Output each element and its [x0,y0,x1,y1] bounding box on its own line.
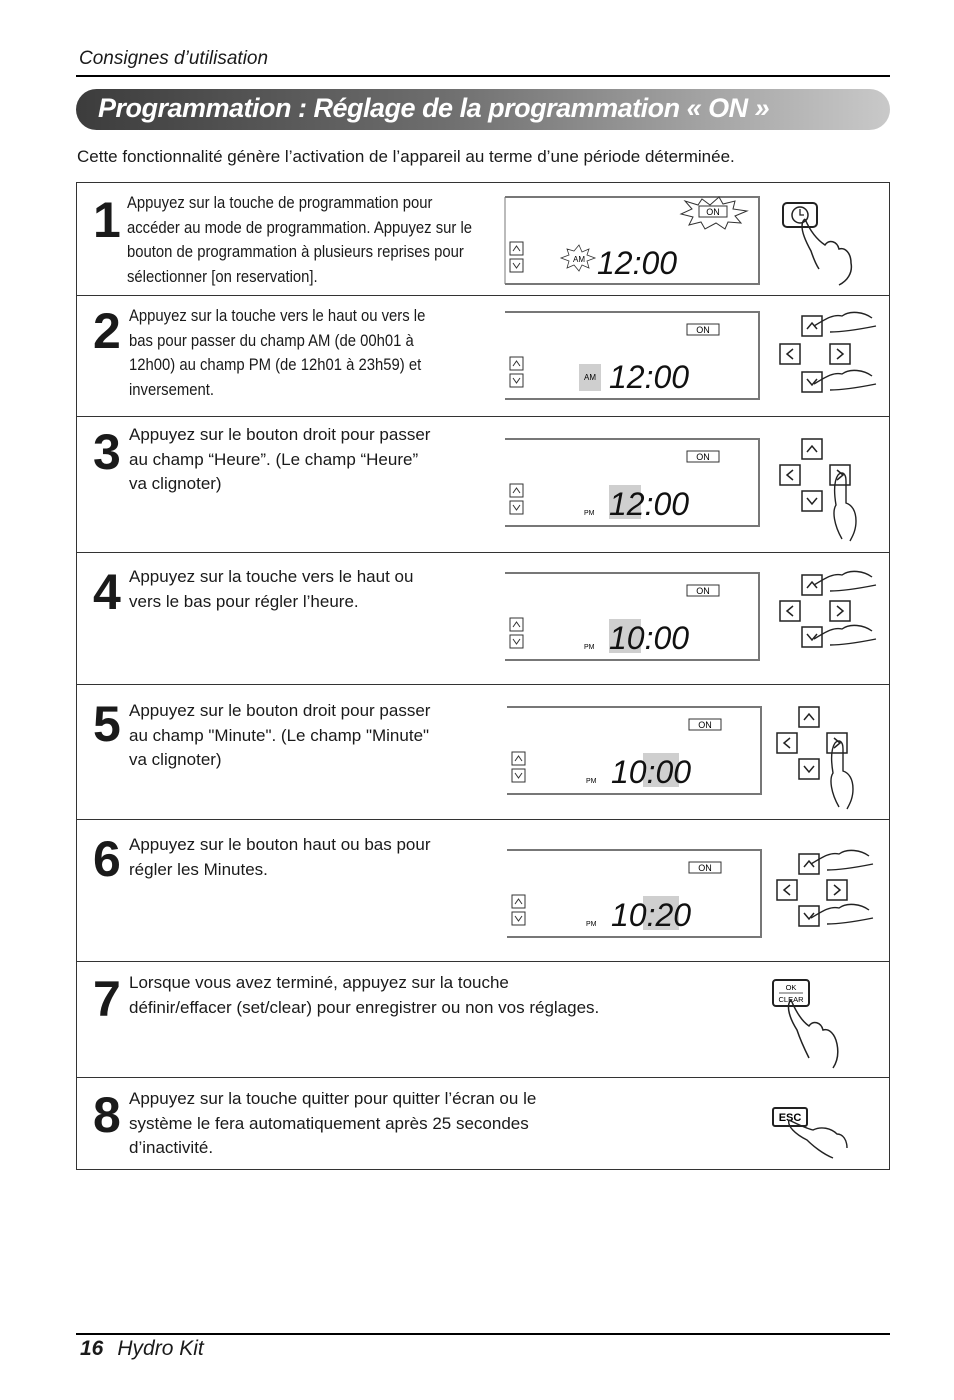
step-text: Appuyez sur la touche de programmation pour accéder au mode de programmation. Appuyez sur le bouton de programmation à plusieurs reprises pour sélectionner [on reservation]. [127,194,473,286]
step-number: 1 [93,192,121,248]
svg-text:ON: ON [696,586,710,596]
page-title: Programmation : Réglage de la programmation « ON » [98,93,770,123]
product-name: Hydro Kit [117,1337,204,1360]
on-burst-icon [681,197,747,229]
step-row-7 [77,962,889,1078]
svg-text:CLEAR: CLEAR [778,995,804,1004]
svg-text:PM: PM [584,644,595,651]
step-number: 5 [93,696,121,752]
direction-pad-hand[interactable] [772,563,882,663]
lcd-display [499,699,769,799]
footer-rule [76,1333,890,1335]
step-text: Appuyez sur le bouton droit pour passer au champ "Minute". (Le champ "Minute" va clignoter) [129,701,431,769]
intro-text: Cette fonctionnalité génère l’activation de l’appareil au terme d’une période déterminée. [77,147,735,166]
step-text: Appuyez sur la touche vers le haut ou vers le bas pour régler l’heure. [129,567,414,611]
step-row-8 [77,1078,889,1171]
svg-text:ON: ON [698,863,712,873]
direction-pad-hand[interactable] [769,842,879,942]
svg-text:ON: ON [698,720,712,730]
esc-button-hand[interactable] [767,1104,857,1164]
step-text: Appuyez sur la touche vers le haut ou vers le bas pour passer du champ AM (de 00h01 à 12h00) au champ PM (de 12h01 à 23h59) et inversement. [129,307,426,399]
header-rule [76,75,890,77]
svg-text:PM: PM [586,778,597,785]
svg-text:OK: OK [785,983,797,992]
ok-clear-button-hand[interactable] [767,974,857,1070]
time-readout: 10:20 [611,897,692,933]
section-header: Consignes d’utilisation [79,48,269,69]
lcd-display [499,842,769,942]
svg-text:ON: ON [706,207,720,217]
step-number: 7 [93,971,121,1027]
step-row-1 [77,183,889,296]
step-row-3 [77,417,889,553]
svg-text:PM: PM [586,921,597,928]
lcd-display [497,304,767,404]
time-readout: 10:00 [611,754,692,790]
lcd-display [497,189,767,289]
time-readout: 12:00 [609,486,690,522]
svg-text:ON: ON [696,452,710,462]
time-readout: 10:00 [609,620,690,656]
step-number: 4 [93,564,121,620]
step-row-5 [77,685,889,820]
lcd-display [497,565,767,665]
svg-text:AM: AM [584,373,596,382]
time-readout: 12:00 [597,245,678,281]
steps-table [76,182,890,1170]
step-text: Appuyez sur la touche quitter pour quitter l’écran ou le système le fera automatiquement après 25 secondes d’inactivité. [129,1089,537,1157]
step-text: Lorsque vous avez terminé, appuyez sur la touche définir/effacer (set/clear) pour enregistrer ou non vos réglages. [129,973,600,1017]
program-button-hand[interactable] [767,193,867,289]
step-text: Appuyez sur le bouton haut ou bas pour régler les Minutes. [129,835,431,879]
svg-text:PM: PM [584,510,595,517]
step-number: 2 [93,303,121,359]
step-row-6 [77,820,889,962]
step-number: 6 [93,831,121,887]
lcd-display [497,431,767,531]
direction-pad-hand[interactable] [772,304,882,404]
time-readout: 12:00 [609,359,690,395]
svg-text:ON: ON [696,325,710,335]
title-banner [76,89,890,130]
step-row-4 [77,553,889,685]
page-footer [80,1337,204,1361]
direction-pad-hand[interactable] [769,703,879,813]
step-text: Appuyez sur le bouton droit pour passer au champ “Heure”. (Le champ “Heure” va clignoter) [129,425,431,493]
step-number: 3 [93,424,121,480]
page-number: 16 [80,1337,104,1360]
svg-text:AM: AM [573,255,585,264]
svg-text:ESC: ESC [778,1112,802,1124]
direction-pad-hand[interactable] [772,435,882,545]
step-number: 8 [93,1087,121,1143]
am-burst-icon [561,245,595,271]
step-row-2 [77,296,889,417]
